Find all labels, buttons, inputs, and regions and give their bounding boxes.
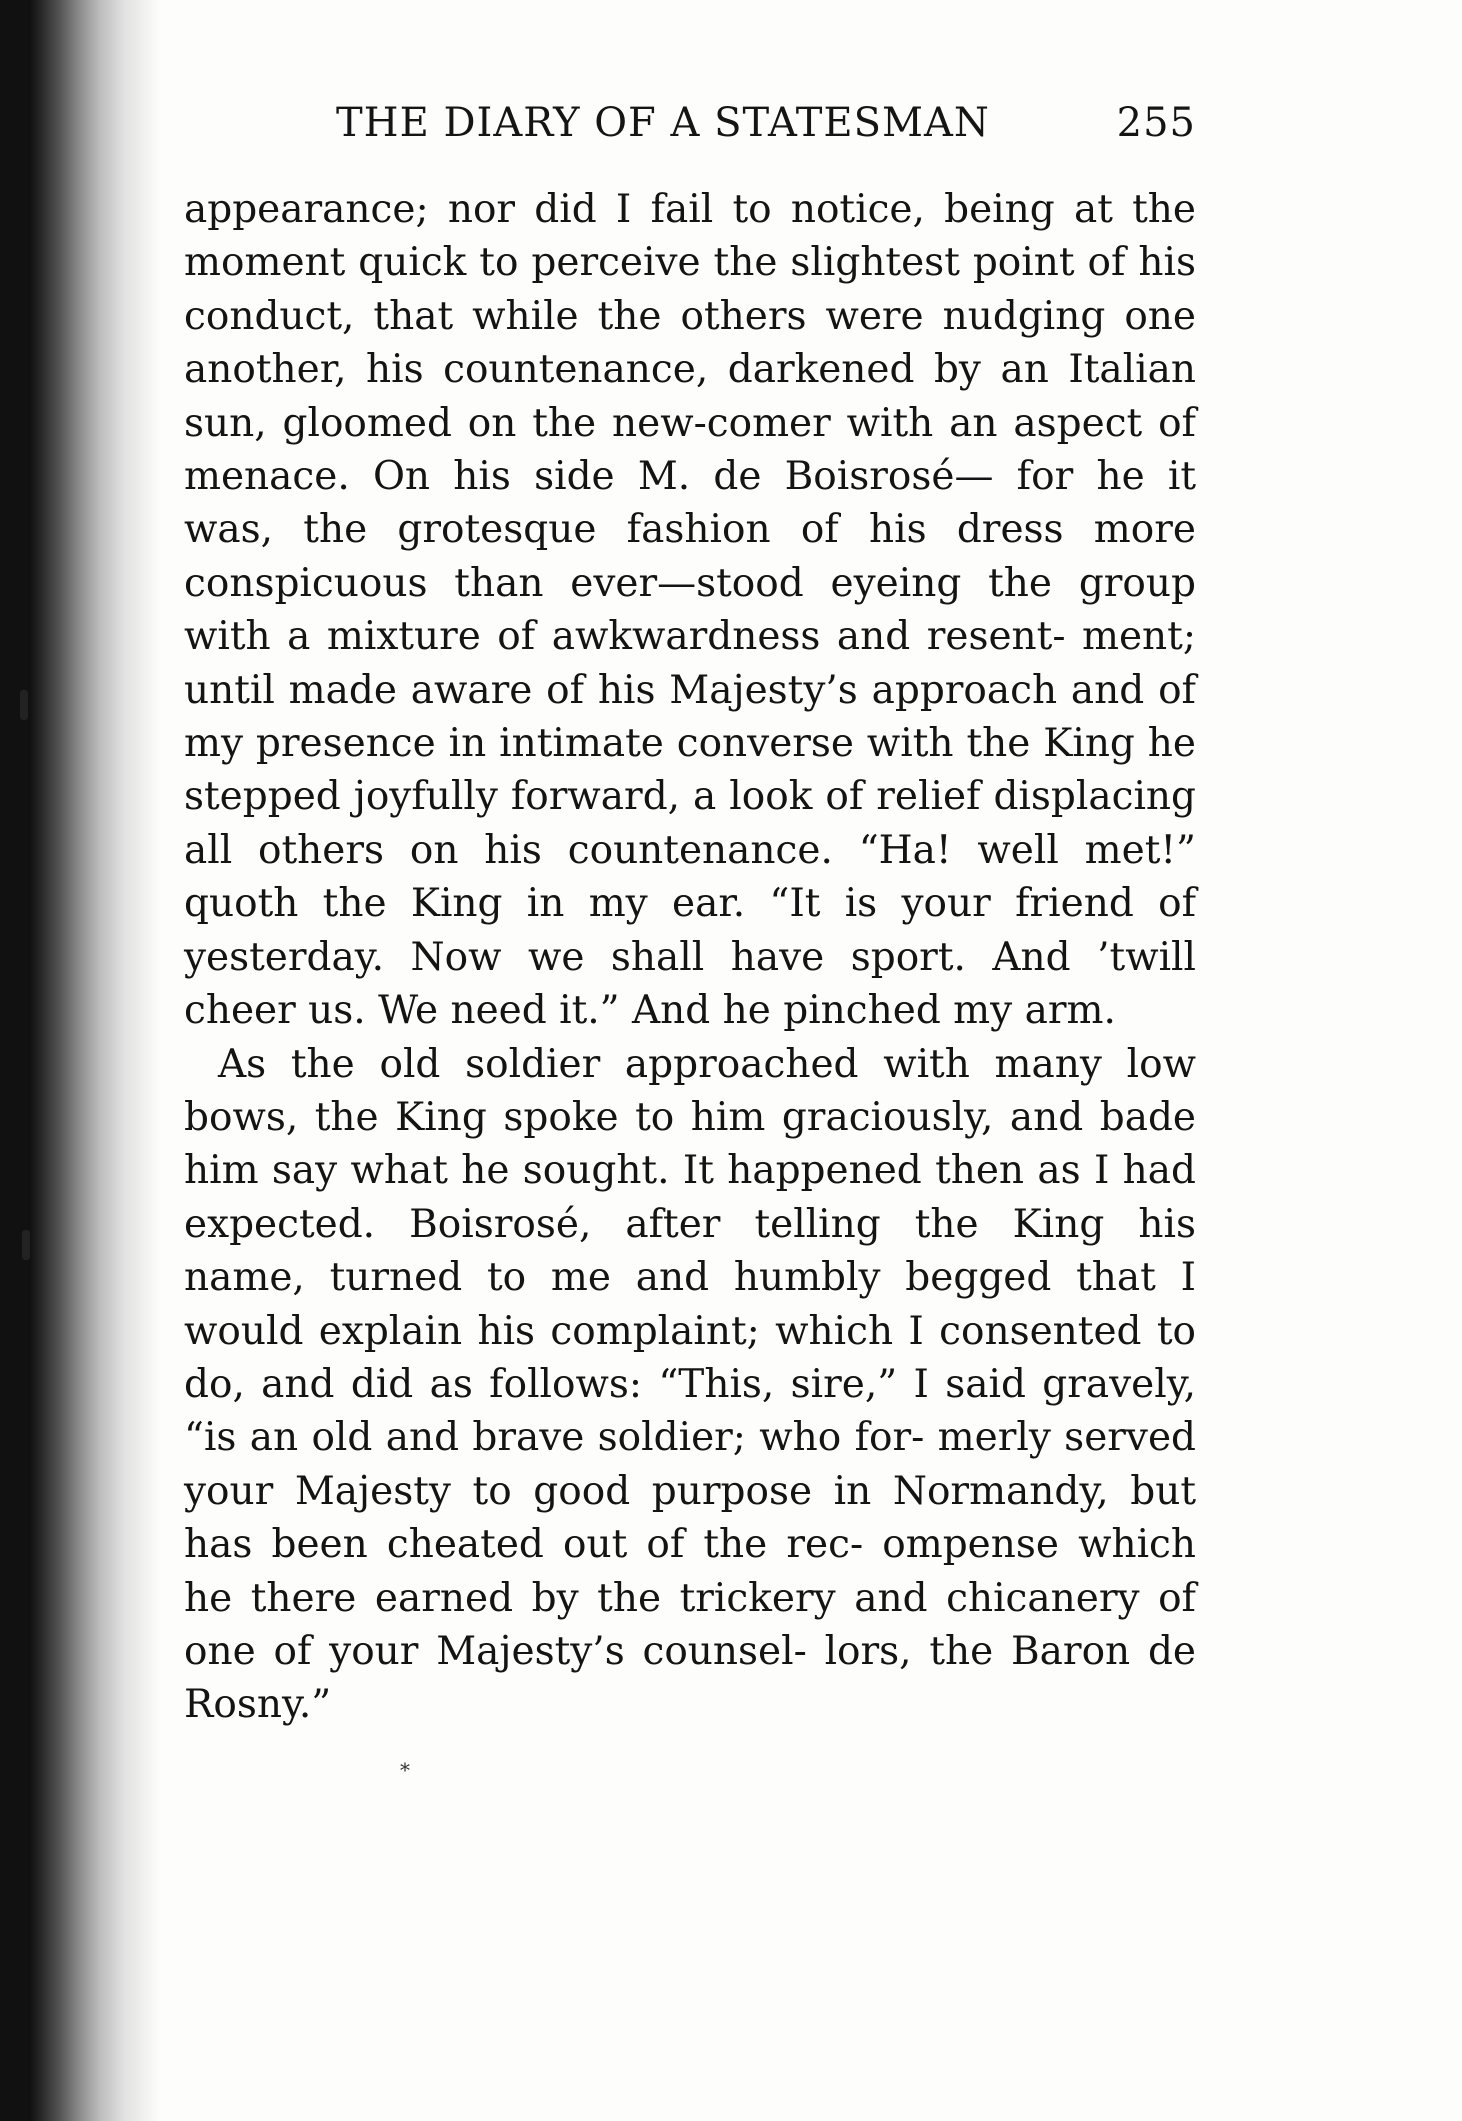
running-title: THE DIARY OF A STATESMAN: [336, 100, 990, 146]
scan-speckle: [20, 690, 28, 720]
stray-mark: *: [400, 1758, 410, 1782]
scan-gutter-shadow: [0, 0, 160, 2121]
scan-speckle: [22, 1230, 30, 1260]
running-header: [336, 100, 1196, 160]
body-text: [184, 183, 1196, 1732]
page-number: 255: [1116, 100, 1196, 146]
paragraph: As the old soldier approached with many low bows, the King spoke to him graciously, and bade him say what he sought. It happened then as I had expected. Boisrosé, after telling the King his name, turned to me and humbly begged that I would explain his complaint; which I consented to do, and did as follows: “This, sire,” I said gravely, “is an old and brave soldier; who for- merly served your Majesty to good purpose in Normandy, but has been cheated out of the rec- ompense which he there earned by the trickery and chicanery of one of your Majesty’s counsel- lors, the Baron de Rosny.”: [184, 1041, 1196, 1728]
paragraph: appearance; nor did I fail to notice, being at the moment quick to perceive the slightest point of his conduct, that while the others were nudging one another, his countenance, darkened by an Italian sun, gloomed on the new-comer with an aspect of menace. On his side M. de Boisrosé— for he it was, the grotesque fashion of his dress more conspicuous than ever—stood eyeing the group with a mixture of awkwardness and resent- ment; until made aware of his Majesty’s approach and of my presence in intimate converse with the King he stepped joyfully forward, a look of relief displacing all others on his countenance. “Ha! well met!” quoth the King in my ear. “It is your friend of yesterday. Now we shall have sport. And ’twill cheer us. We need it.” And he pinched my arm.: [184, 187, 1196, 1034]
